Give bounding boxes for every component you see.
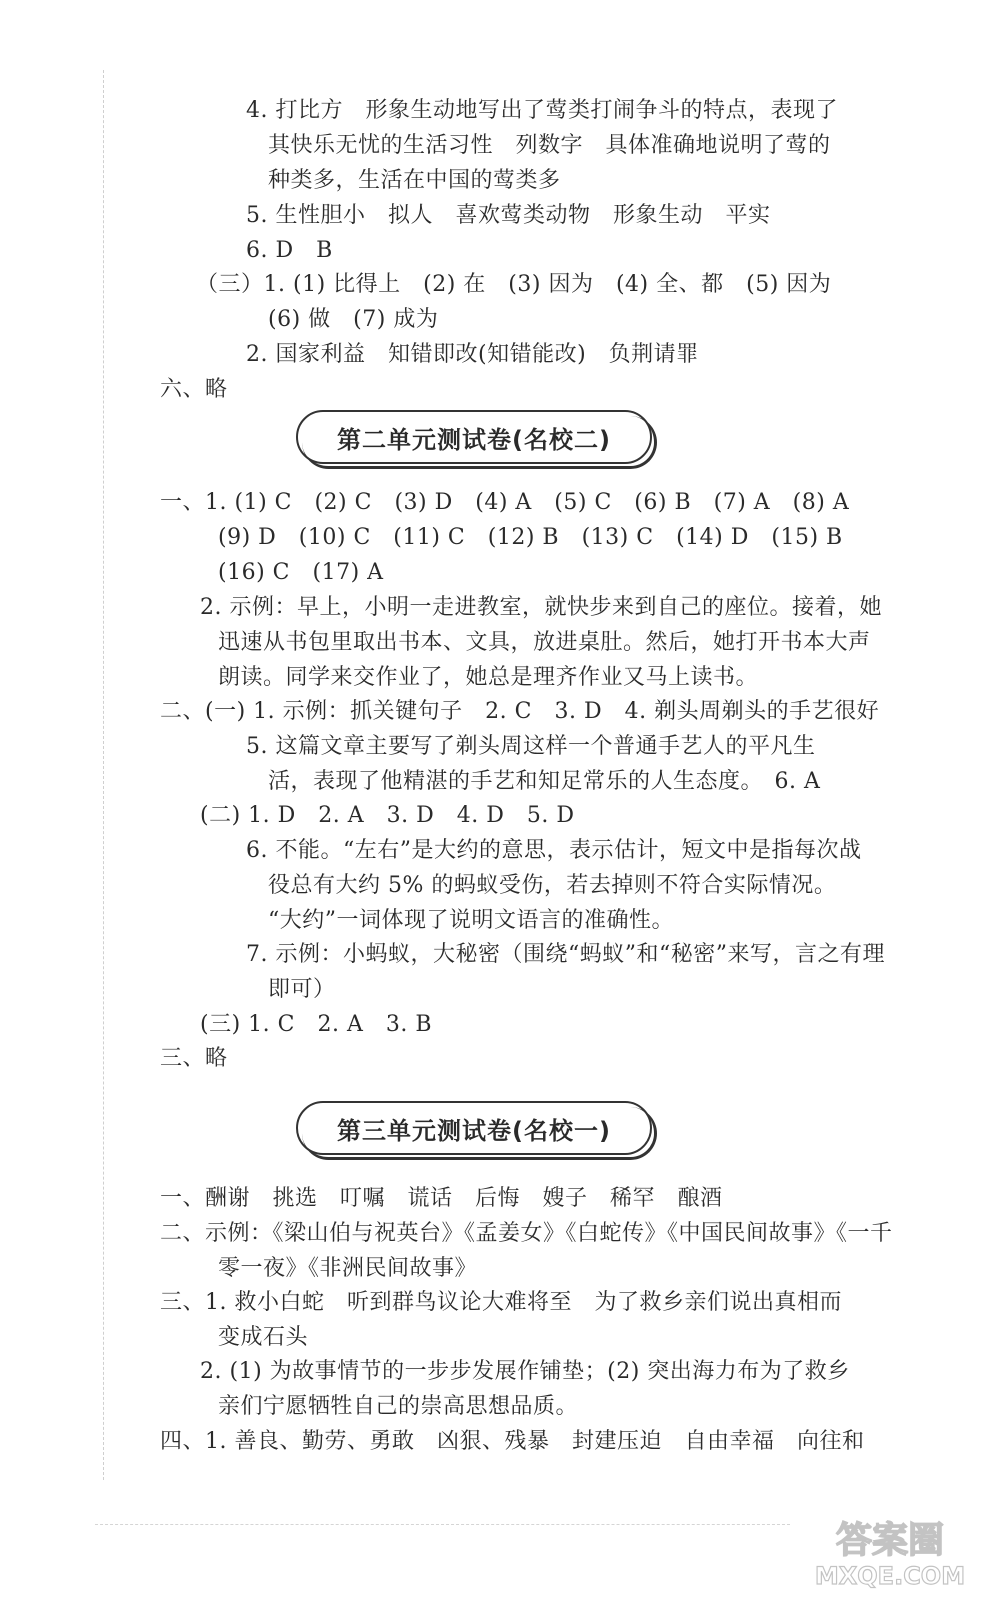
answer-line: 二、(一) 1. 示例：抓关键句子 2. C 3. D 4. 剃头周剃头的手艺很好	[160, 699, 880, 724]
answer-line: （三）1. (1) 比得上 (2) 在 (3) 因为 (4) 全、都 (5) 因为	[196, 272, 832, 297]
answer-line: 二、示例：《梁山伯与祝英台》《孟姜女》《白蛇传》《中国民间故事》《一千	[160, 1221, 893, 1246]
section-heading: 第三单元测试卷(名校一)	[337, 1116, 611, 1145]
section-heading-box	[296, 1101, 652, 1155]
section-heading-box	[296, 410, 652, 464]
answer-line: 2. (1) 为故事情节的一步步发展作铺垫；(2) 突出海力布为了救乡	[200, 1359, 850, 1384]
svg-text:答案圈: 答案圈	[835, 1520, 945, 1561]
answer-line: 5. 这篇文章主要写了剃头周这样一个普通手艺人的平凡生	[246, 734, 816, 759]
answer-line: 2. 国家利益 知错即改(知错能改) 负荆请罪	[246, 342, 699, 367]
answer-line: 一、酬谢 挑选 叮嘱 谎话 后悔 嫂子 稀罕 酿酒	[160, 1186, 723, 1211]
answer-line: 亲们宁愿牺牲自己的崇高思想品质。	[218, 1394, 579, 1419]
answer-line: 种类多，生活在中国的莺类多	[268, 168, 561, 193]
answer-line: (三) 1. C 2. A 3. B	[200, 1012, 432, 1037]
answer-line: 三、略	[160, 1046, 228, 1071]
answer-line: 其快乐无忧的生活习性 列数字 具体准确地说明了莺的	[268, 133, 831, 158]
answer-line: 三、1. 救小白蛇 听到群鸟议论大难将至 为了救乡亲们说出真相而	[160, 1290, 842, 1315]
answer-line: 变成石头	[218, 1325, 309, 1350]
answer-line: 即可）	[268, 977, 336, 1002]
answer-line: 四、1. 善良、勤劳、勇敢 凶狠、残暴 封建压迫 自由幸福 向往和	[160, 1429, 865, 1454]
answer-line: 6. D B	[246, 238, 333, 263]
svg-text:MXQE.COM: MXQE.COM	[814, 1562, 966, 1590]
answer-line: 役总有大约 5% 的蚂蚁受伤，若去掉则不符合实际情况。	[268, 873, 837, 898]
answer-line: (16) C (17) A	[218, 560, 384, 585]
answer-line: 零一夜》《非洲民间故事》	[218, 1256, 478, 1281]
answer-line: 7. 示例：小蚂蚁，大秘密（围绕“蚂蚁”和“秘密”来写，言之有理	[246, 942, 885, 967]
answer-line: 迅速从书包里取出书本、文具，放进桌肚。然后，她打开书本大声	[218, 630, 871, 655]
answer-line: 2. 示例：早上，小明一走进教室，就快步来到自己的座位。接着，她	[200, 595, 882, 620]
answer-line: 6. 不能。“左右”是大约的意思，表示估计，短文中是指每次战	[246, 838, 862, 863]
answer-line: 朗读。同学来交作业了，她总是理齐作业又马上读书。	[218, 665, 759, 690]
answer-line: 一、1. (1) C (2) C (3) D (4) A (5) C (6) B (7) A (8) A	[160, 490, 850, 515]
answer-line: 六、略	[160, 377, 228, 402]
answer-line: 4. 打比方 形象生动地写出了莺类打闹争斗的特点，表现了	[246, 98, 838, 123]
section-heading: 第二单元测试卷(名校二)	[337, 425, 611, 454]
answer-line: (9) D (10) C (11) C (12) B (13) C (14) D (15) B	[218, 525, 843, 550]
answer-line: (6) 做 (7) 成为	[268, 307, 439, 332]
answer-line: 活，表现了他精湛的手艺和知足常乐的人生态度。 6. A	[268, 769, 821, 794]
margin-rule	[103, 70, 104, 1480]
watermark-logo	[800, 1510, 980, 1590]
footer-rule	[95, 1524, 790, 1525]
answer-line: 5. 生性胆小 拟人 喜欢莺类动物 形象生动 平实	[246, 203, 771, 228]
answer-line: “大约”一词体现了说明文语言的准确性。	[268, 908, 674, 933]
answer-line: (二) 1. D 2. A 3. D 4. D 5. D	[200, 803, 575, 828]
